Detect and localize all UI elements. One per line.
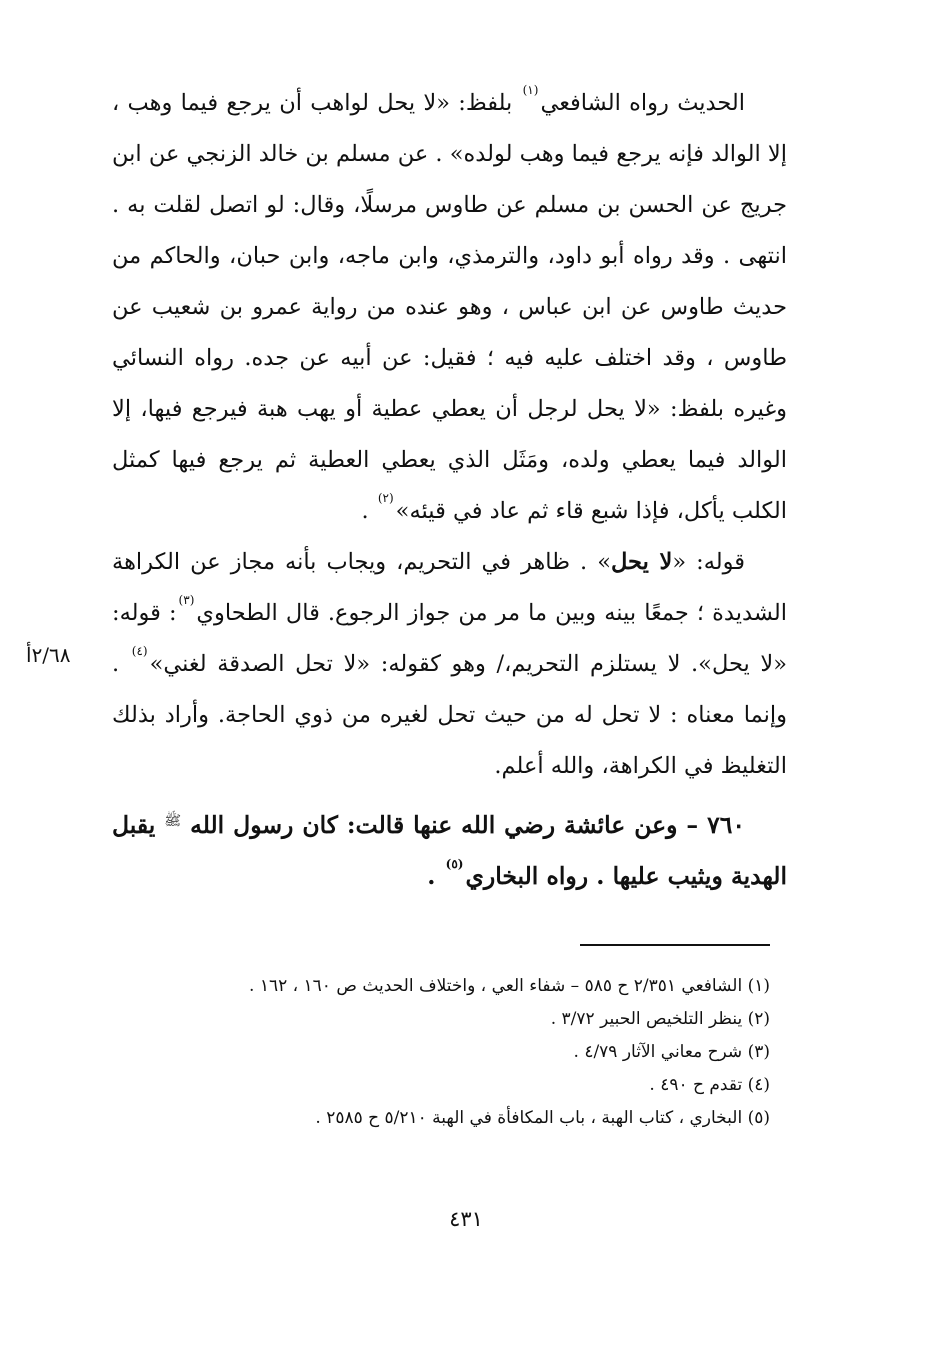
text-segment: الحديث رواه الشافعي <box>540 90 745 116</box>
text-segment: ٧٦٠ – وعن عائشة رضي الله عنها قالت: كان رسول الله <box>181 811 745 839</box>
text-segment: . وإنما معناه : لا تحل له من حيث تحل لغيره من ذوي الحاجة. وأراد بذلك التغليظ في الكراهة، والله أعلم. <box>112 651 787 779</box>
footnote-separator <box>580 944 770 946</box>
text-segment: قوله: « <box>672 549 746 575</box>
footnotes <box>150 970 770 1135</box>
footnote-5: (٥) البخاري ، كتاب الهبة ، باب المكافأة في الهبة ٥/٢١٠ ح ٢٥٨٥ . <box>315 1108 770 1128</box>
footnote-ref-5[interactable]: (٥) <box>445 857 464 871</box>
main-text <box>112 78 787 902</box>
footnote-1: (١) الشافعي ٢/٣٥١ ح ٥٨٥ – شفاء العي ، واختلاف الحديث ص ١٦٠ ، ١٦٢ . <box>249 976 770 996</box>
text-segment: يقبل الهدية ويثيب عليها . رواه البخاري <box>112 811 787 890</box>
text-segment: : قوله: «لا يحل». لا يستلزم التحريم،/ وهو كقوله: «لا تحل الصدقة لغني» <box>112 600 787 677</box>
footnote-ref-3[interactable]: (٣) <box>178 593 195 607</box>
text-segment: . <box>361 498 376 524</box>
salutation-glyph: ﷺ <box>164 813 182 829</box>
footnote-3: (٣) شرح معاني الآثار ٤/٧٩ . <box>573 1042 770 1062</box>
paragraph-hadith-commentary <box>112 78 787 537</box>
footnote-ref-1[interactable]: (١) <box>522 83 539 97</box>
manuscript-folio-note: ٢/٦٨أ <box>26 643 71 667</box>
footnote-4: (٤) تقدم ح ٤٩٠ . <box>649 1075 770 1095</box>
bold-phrase: لا يحل <box>611 549 673 575</box>
footnote-2: (٢) ينظر التلخيص الحبير ٣/٧٢ . <box>550 1009 770 1029</box>
hadith-760 <box>112 796 787 902</box>
text-segment: بلفظ: «لا يحل لواهب أن يرجع فيما وهب ، إلا الوالد فإنه يرجع فيما وهب لولده» . عن مسلم بن خالد الزنجي عن ابن جريج عن الحسن بن مسلم عن طاوس مرسلًا، وقال: لو اتصل لقلت به . انتهى . وقد رواه أبو داود، والترمذي، وابن ماجه، وابن حبان، والحاكم من حديث طاوس عن ابن عباس ، وهو عنده من رواية عمرو بن شعيب عن طاوس ، وقد اختلف عليه فيه ؛ فقيل: عن أبيه عن جده. رواه النسائي وغيره بلفظ: «لا يحل لرجل أن يعطي عطية أو يهب هبة فيرجع فيها، إلا الوالد فيما يعطي ولده، ومَثَل الذي يعطي العطية ثم يرجع فيها كمثل الكلب يأكل، فإذا شبع قاء ثم عاد في قيئه» <box>112 90 787 524</box>
page-number: ٤٣١ <box>449 1207 483 1231</box>
text-segment: . <box>427 862 444 890</box>
text-segment: » . ظاهر في التحريم، ويجاب بأنه مجاز عن الكراهة الشديدة ؛ جمعًا بينه وبين ما مر من جواز الرجوع. قال الطحاوي <box>112 549 787 626</box>
paragraph-explanation <box>112 537 787 792</box>
footnote-ref-4[interactable]: (٤) <box>131 644 148 658</box>
footnote-ref-2[interactable]: (٢) <box>377 491 394 505</box>
